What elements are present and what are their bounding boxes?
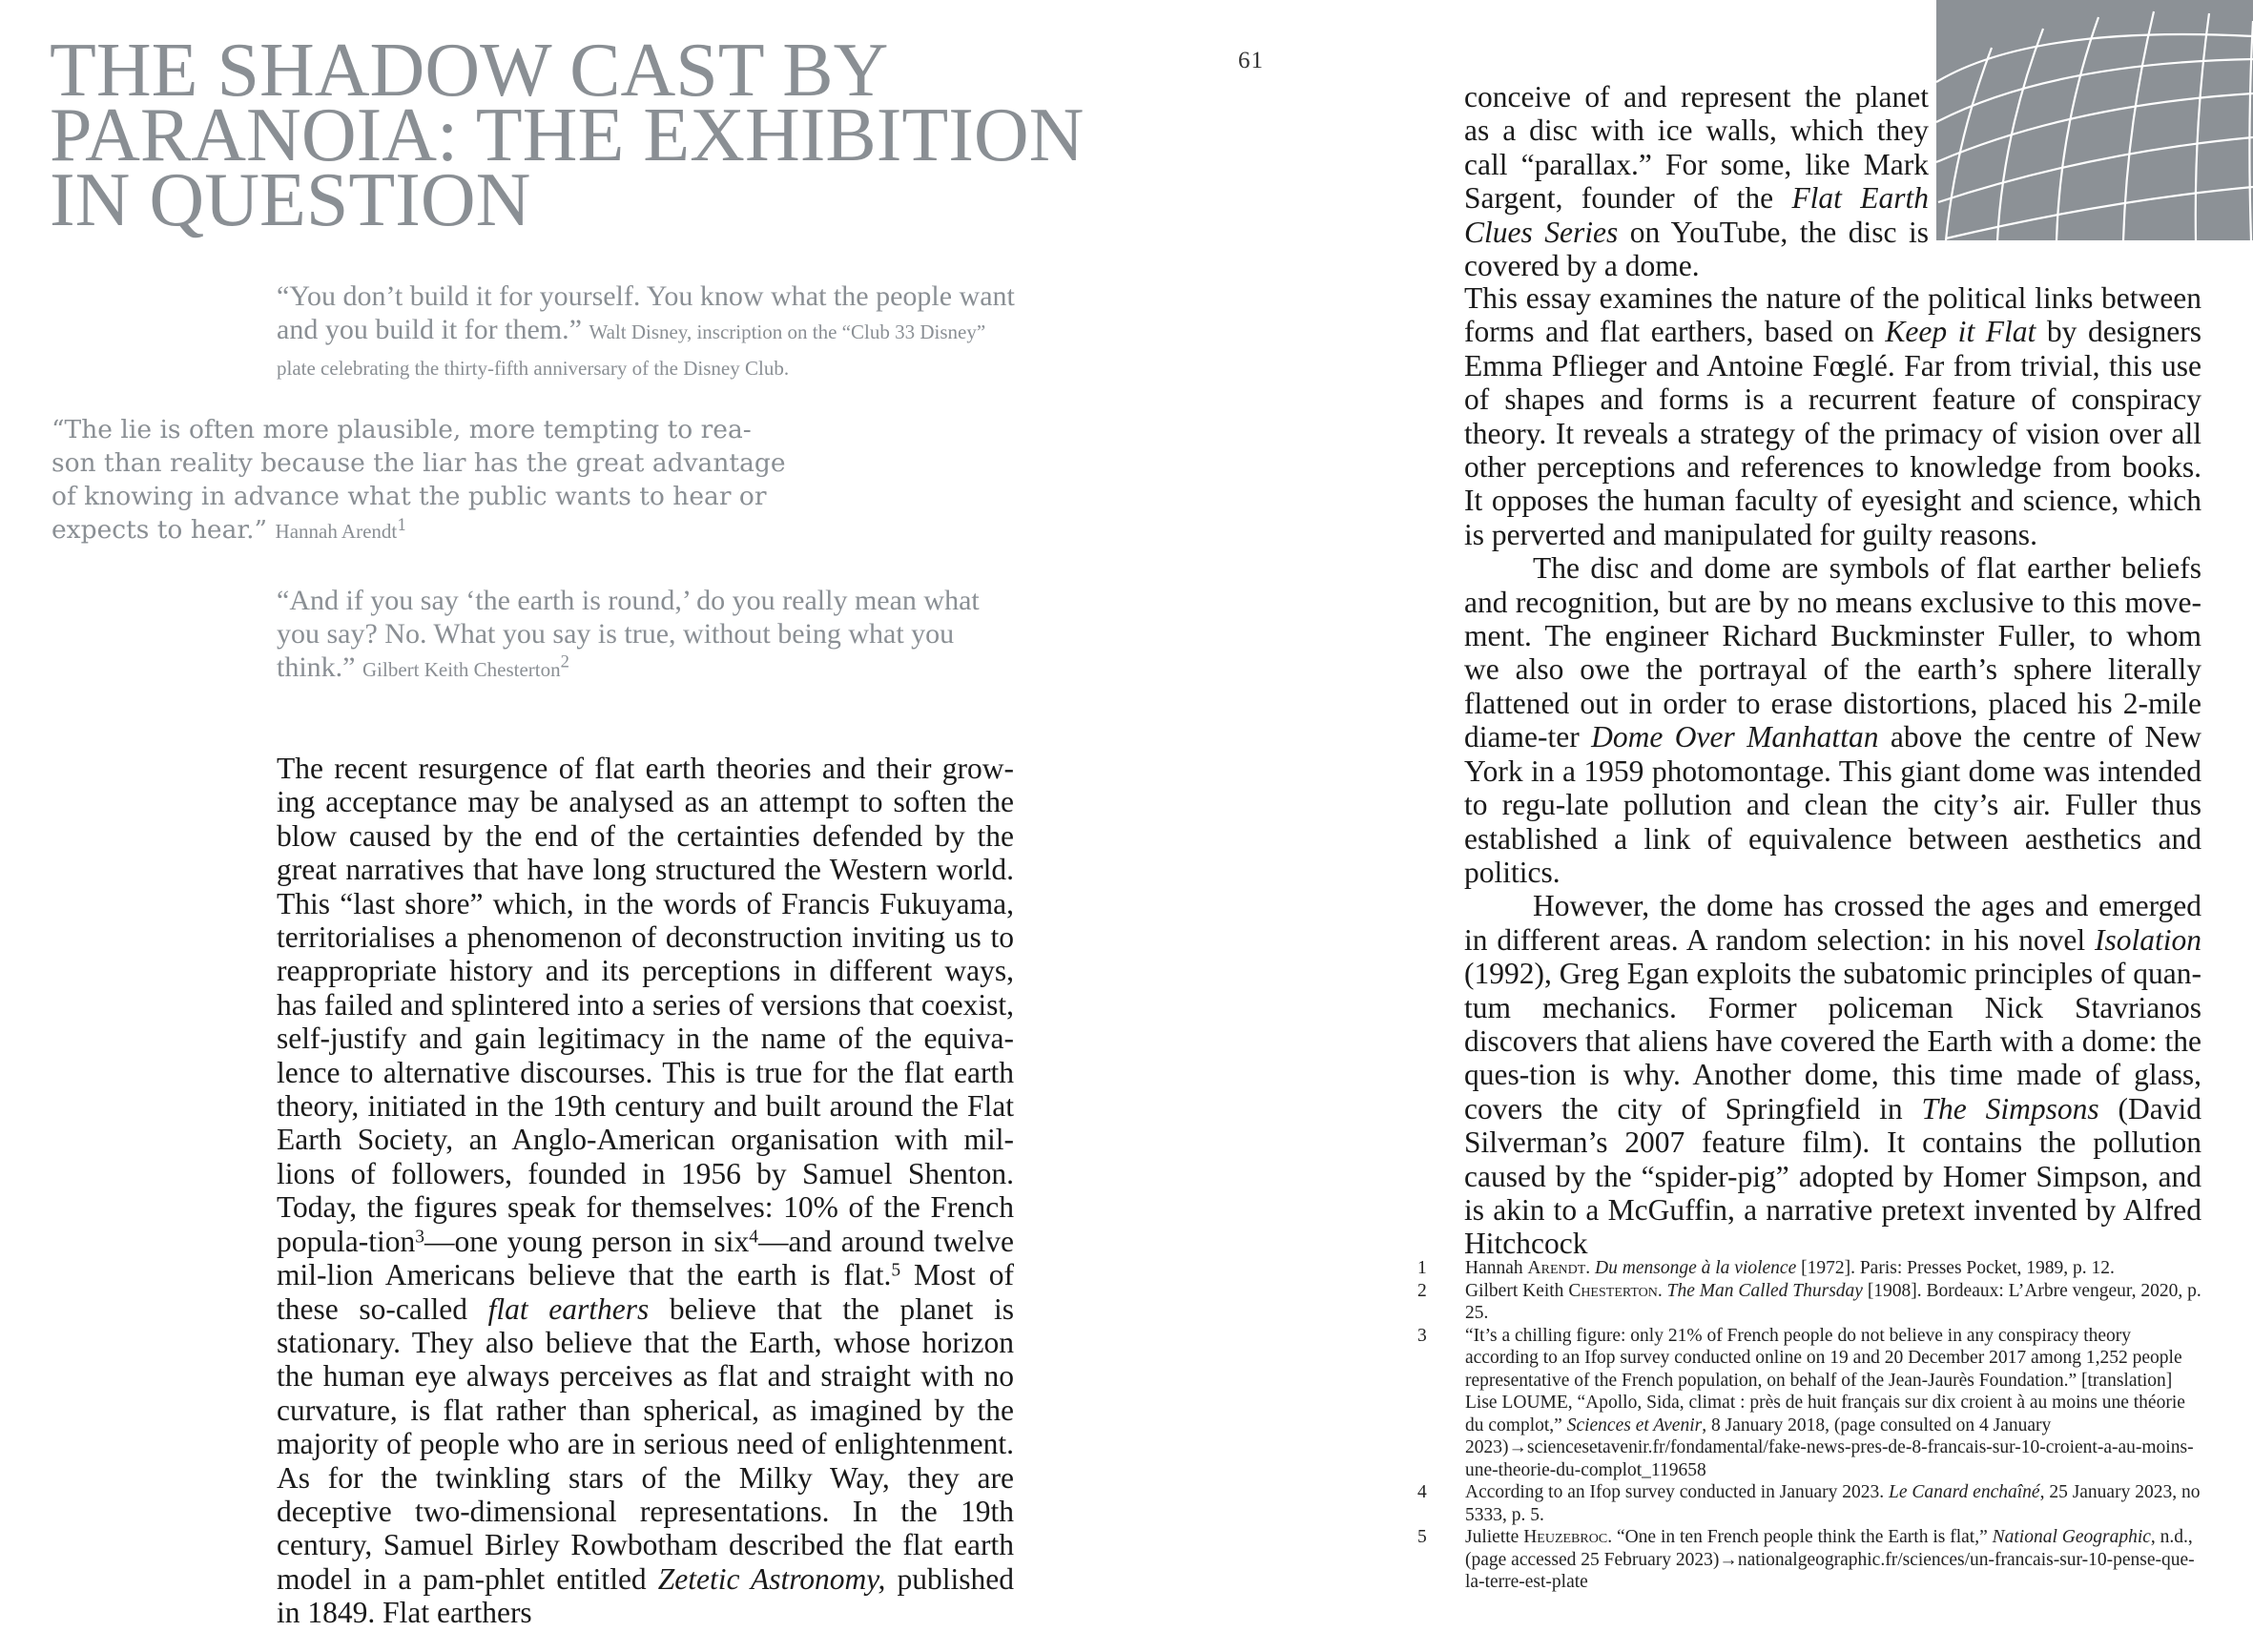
author-surname: Heuzebroc [1523,1527,1608,1547]
epigraph-text: “The lie is often more plausible, more tempting to rea-son than reality because the liar has the great advantage of knowing in advance what the public wants to hear or expects to hear.” [52,415,786,545]
paragraph [1464,80,1929,282]
footnote-3 [1417,1325,2204,1482]
right-body-text [1464,281,2201,1261]
author-surname: Chesterton [1568,1280,1658,1301]
text-run: published in 1849. Flat earthers [277,1561,1014,1630]
text-run: on YouTube, the disc is covered by a dome. [1464,215,1930,283]
epigraph-text: “And if you say ‘the earth is round,’ do you really mean what you say? No. What you say is true, without being what you think.” [277,585,980,683]
series-title: Flat Earth Clues Series [1464,181,1929,249]
footnote-number: 5 [1417,1527,1427,1547]
book-title: Du mensonge à la violence [1595,1258,1797,1278]
author-name: Juliette [1465,1527,1524,1547]
text-run: The recent resurgence of flat earth theories and their grow-ing acceptance may be analysed as an attempt to soften the blow caused by the end of the certainties defended by the great narratives that have long structured the Western world. This “last shore” which, in the words of Francis Fukuyama, territorialises a phenomenon of deconstruction inviting us to reappropriate history and its perceptions in different ways, has failed and splintered into a series of versions that coexist, self-justify and gain legitimacy in the name of the equiva-lence to alternative discourses. This is true for the flat earth theory, initiated in the 19th century and built around the Flat Earth Society, an Anglo-American organisation with mil-lions of followers, founded in 1956 by Samuel Shenton. Today, the figures speak for themselves: 10% of the French popula-tion [277,752,1014,1258]
chapter-title [50,29,1085,242]
book-title: Zetetic Astronomy, [657,1561,886,1596]
journal-title: National Geographic [1992,1527,2151,1547]
globe-illustration-icon [1936,0,2253,240]
citation-text: [1972]. Paris: Presses Pocket, 1989, p. 12. [1796,1258,2115,1278]
text-run: However, the dome has crossed the ages and emerged in different areas. A random selection: in his novel [1464,889,2201,957]
text-run: (1992), Greg Egan exploits the subatomic principles of quan-tum mechanics. Former policeman Nick Stavrianos discovers that aliens have covered the Earth with a dome: the ques-tion is why. Another dome, this time made of glass, covers the city of Springfield in [1464,957,2201,1125]
title-line: PARANOIA: THE EXHIBITION [50,93,1085,177]
citation-text: , 25 January 2023, no 5333, p. 5. [1465,1482,2201,1525]
left-body-text [277,752,1014,1630]
epigraph-attribution: Gilbert Keith Chesterton [362,658,561,681]
book-title: The Man Called Thursday [1666,1280,1863,1301]
work-title: The Simpsons [1921,1091,2099,1125]
text-run: Most of these so-called [277,1258,1014,1326]
work-title: Dome Over Manhattan [1591,720,1879,754]
footnote-number: 1 [1417,1258,1427,1278]
title-line: IN QUESTION [50,158,531,242]
work-title: Isolation [2094,922,2201,957]
citation-text: According to an Ifop survey conducted in January 2023. [1465,1482,1890,1502]
text-run: conceive of and represent the planet as a disc with ice walls, which they call “parallax.” For some, like Mark Sargent, founder of the [1464,80,1929,216]
journal-title: Sciences et Avenir [1566,1415,1703,1435]
text-run: (David Silverman’s 2007 feature film). It contains the pollution caused by the “spider-pig” adopted by Homer Simpson, and is akin to a McGuffin, a narrative pretext invented by Alfred Hitchcock [1464,1091,2201,1261]
citation-text: . “One in ten French people think the Earth is flat,” [1607,1527,1993,1547]
work-title: Keep it Flat [1885,315,2036,349]
journal-title: Le Canard enchaîné [1889,1482,2040,1502]
text-run: believe that the planet is stationary. They also believe that the Earth, whose horizon the human eye always perceives as flat and straight with no curvature, is flat rather than spherical, as imagined by the majority of people who are in serious need of enlightenment. As for the twinkling stars of the Milky Way, they are deceptive two-dimensional representations. In the 19th century, Samuel Birley Rowbotham described the flat earth model in a pam-phlet entitled [277,1291,1015,1596]
footnote-2: 2 Gilbert Keith Chesterton. The Man Called Thursday [1908]. Bordeaux: L’Arbre vengeur, 2020, p. 25. [1417,1280,2201,1323]
footnote-ref[interactable]: 2 [560,651,569,672]
citation-text: [1908]. Bordeaux: L’Arbre vengeur, 2020, p. 25. [1465,1280,2201,1323]
author-name: Gilbert Keith [1465,1280,1569,1301]
paragraph [1464,281,2201,551]
footnote-number: 4 [1417,1482,1427,1502]
citation-text: “It’s a chilling figure: only 21% of French people do not believe in any conspiracy theory according to an Ifop survey conducted online on 19 and 20 December 2017 among 1,252 people representative of the French population, on behalf of the Jean-Jaurès Foundation.” [translation] Lise LOUME, “Apollo, Sida, climat : près de huit français sur dix croient à au moins une théorie du complot,” [1465,1325,2185,1435]
text-run: The disc and dome are symbols of flat earther beliefs and recognition, but are by no means exclusive to this move-ment. The engineer Richard Buckminster Fuller, to whom we also owe the portrayal of the earth’s sphere literally flattened out in order to erase distortions, placed his 2-mile diame-ter [1464,551,2201,754]
text-run: This essay examines the nature of the political links between forms and flat earthers, based on [1464,281,2201,349]
footnote-number: 2 [1417,1280,1427,1301]
text-run: by designers Emma Pflieger and Antoine Fœglé. Far from trivial, this use of shapes and forms is a recurrent feature of conspiracy theory. It reveals a strategy of the primacy of vision over all other perceptions and references to knowledge from books. It opposes the human faculty of eyesight and science, which is perverted and manipulated for guilty reasons. [1464,315,2201,551]
text-run: —one young person in six [424,1224,750,1258]
title-line: THE SHADOW CAST BY [50,29,889,113]
footnote-5 [1417,1526,2204,1594]
footnote-ref[interactable]: 3 [415,1226,424,1247]
author-name: Hannah [1465,1258,1528,1278]
epigraph-disney [277,279,1016,385]
author-surname: Arendt [1527,1258,1586,1278]
footnote-1: 1 Hannah Arendt. Du mensonge à la violence [1972]. Paris: Presses Pocket, 1989, p. 12. [1417,1258,2115,1278]
epigraph-text: “You don’t build it for yourself. You know what the people want and you build it for them.” [277,280,1015,345]
right-top-text [1464,80,1929,282]
text-run: above the centre of New York in a 1959 photomontage. This giant dome was intended to regu-late pollution and clean the city’s air. Fuller thus established a link of equivalence between aesthetics and politics. [1464,720,2201,889]
footnotes [1417,1257,2204,1594]
paragraph [277,752,1014,1630]
paragraph [1464,889,2201,1260]
citation-text: , 8 January 2018, (page consulted on 4 January 2023)→sciencesetavenir.fr/fondamental/fake-news-pres-de-8-francais-sur-10-croient-a-au-moins-une-theorie-du-complot_119658 [1465,1415,2194,1480]
epigraph-attribution: Walt Disney, inscription on the “Club 33 Disney” plate celebrating the thirty-fifth anniversary of the Disney Club. [277,320,986,380]
footnote-4 [1417,1481,2204,1526]
text-run: —and around twelve mil-lion Americans believe that the earth is flat. [277,1224,1014,1292]
footnote-ref[interactable]: 1 [397,515,407,534]
epigraph-arendt [52,413,796,548]
epigraph-chesterton [277,584,1016,687]
citation-text: , n.d., (page accessed 25 February 2023)→nationalgeographic.fr/sciences/un-francais-sur-10-pense-que-la-terre-est-plate [1465,1527,2195,1592]
footnote-ref[interactable]: 5 [891,1260,901,1281]
footnote-ref[interactable]: 4 [749,1226,758,1247]
paragraph [1464,551,2201,889]
page-number: 61 [1238,48,1264,73]
italic-term: flat earthers [487,1291,650,1326]
epigraph-attribution: Hannah Arendt [275,520,398,543]
footnote-number: 3 [1417,1325,1427,1346]
